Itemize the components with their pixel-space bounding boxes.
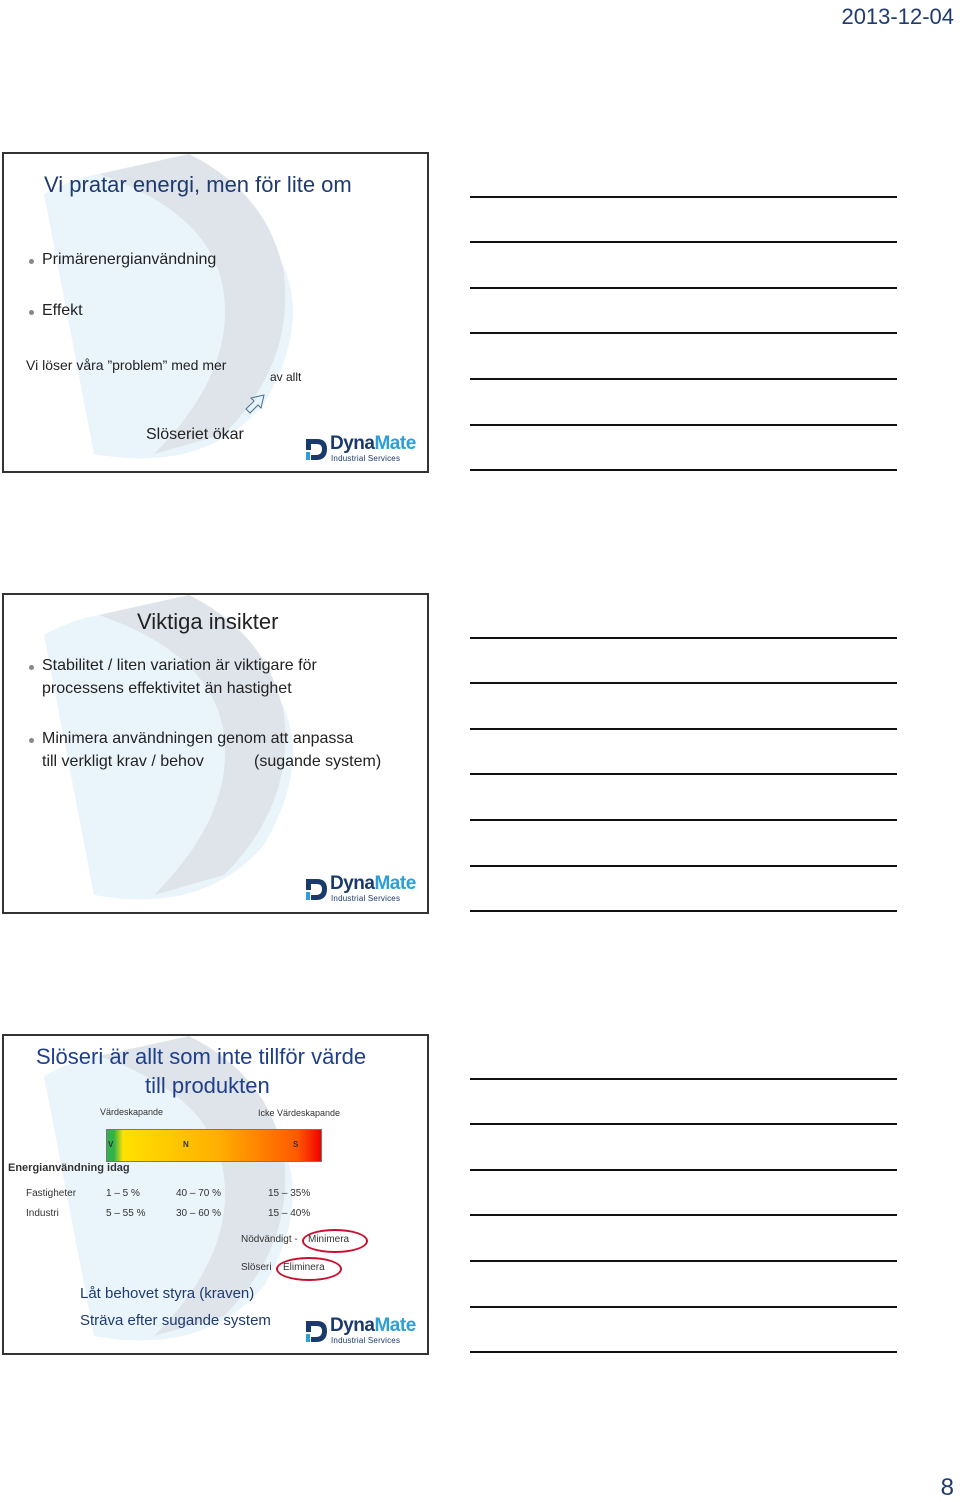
bar-label-v: V	[108, 1140, 114, 1149]
table-cell-sector: Industri	[26, 1208, 59, 1219]
slide-2	[2, 593, 429, 914]
necessary-label: Nödvändigt -	[241, 1234, 298, 1245]
slide-3-title-line-1: Slöseri är allt som inte tillför värde	[36, 1044, 367, 1069]
brand-name-2: Mate	[374, 433, 416, 454]
slide-2-title: Viktiga insikter	[137, 609, 279, 634]
brand-name-1: Dyna	[330, 873, 375, 894]
dynamate-logo-icon	[304, 876, 328, 902]
brand-name-2: Mate	[374, 873, 416, 894]
slide-2-bullet-1-line-1: Stabilitet / liten variation är viktigare för	[42, 657, 317, 674]
non-value-creating-label: Icke Värdeskapande	[258, 1108, 341, 1118]
header-date: 2013-12-04	[841, 4, 954, 29]
slide-1	[2, 152, 429, 473]
dynamate-logo	[304, 1316, 416, 1348]
slide-3	[2, 1034, 429, 1355]
dynamate-logo-icon	[304, 1318, 328, 1344]
slide-1-title: Vi pratar energi, men för lite om	[44, 172, 352, 197]
table-cell-v: 5 – 55 %	[106, 1208, 146, 1219]
table-cell-s: 15 – 40%	[268, 1208, 311, 1219]
slide-2-bullet-1-line-2: processens effektivitet än hastighet	[42, 680, 292, 697]
brand-name-1: Dyna	[330, 433, 375, 454]
slide-2-bullet-2-line-2: till verkligt krav / behov	[42, 753, 204, 770]
dynamate-logo	[304, 874, 416, 906]
table-cell-n: 40 – 70 %	[176, 1188, 222, 1199]
dynamate-logo	[304, 434, 416, 466]
energy-usage-label: Energianvändning idag	[8, 1162, 130, 1174]
value-creating-label: Värdeskapande	[100, 1107, 164, 1117]
table-cell-sector: Fastigheter	[26, 1188, 77, 1199]
slide-3-bottom-line-2: Sträva efter sugande system	[80, 1312, 271, 1329]
slide-3-title-line-2: till produkten	[145, 1073, 270, 1098]
slide-2-bullet-2-suffix: (sugande system)	[254, 753, 382, 770]
table-cell-v: 1 – 5 %	[106, 1188, 140, 1199]
slide-1-conclusion: Slöseriet ökar	[146, 426, 244, 443]
minimize-label: Minimera	[308, 1234, 350, 1245]
brand-tagline: Industrial Services	[331, 894, 401, 903]
slide-1-statement: Vi löser våra ”problem” med mer	[26, 357, 227, 373]
slide-1-statement-suffix: av allt	[270, 370, 302, 384]
arrow-icon	[244, 394, 268, 416]
slide-3-bottom-line-1: Låt behovet styra (kraven)	[80, 1285, 255, 1302]
table-cell-s: 15 – 35%	[268, 1188, 311, 1199]
brand-tagline: Industrial Services	[331, 1336, 401, 1345]
slide-1-bullet-2: Effekt	[42, 302, 83, 319]
slide-2-bullet-2-line-1: Minimera användningen genom att anpassa	[42, 730, 354, 747]
page-number: 8	[940, 1474, 954, 1501]
value-gradient-bar	[106, 1129, 322, 1162]
bar-label-n: N	[183, 1140, 189, 1149]
eliminate-label: Eliminera	[283, 1262, 325, 1273]
brand-name-2: Mate	[374, 1315, 416, 1336]
bar-label-s: S	[293, 1140, 299, 1149]
dynamate-logo-icon	[304, 436, 328, 462]
waste-label: Slöseri	[241, 1262, 272, 1273]
table-cell-n: 30 – 60 %	[176, 1208, 222, 1219]
slide-1-bullet-1: Primärenergianvändning	[42, 251, 217, 268]
brand-tagline: Industrial Services	[331, 454, 401, 463]
brand-name-1: Dyna	[330, 1315, 375, 1336]
